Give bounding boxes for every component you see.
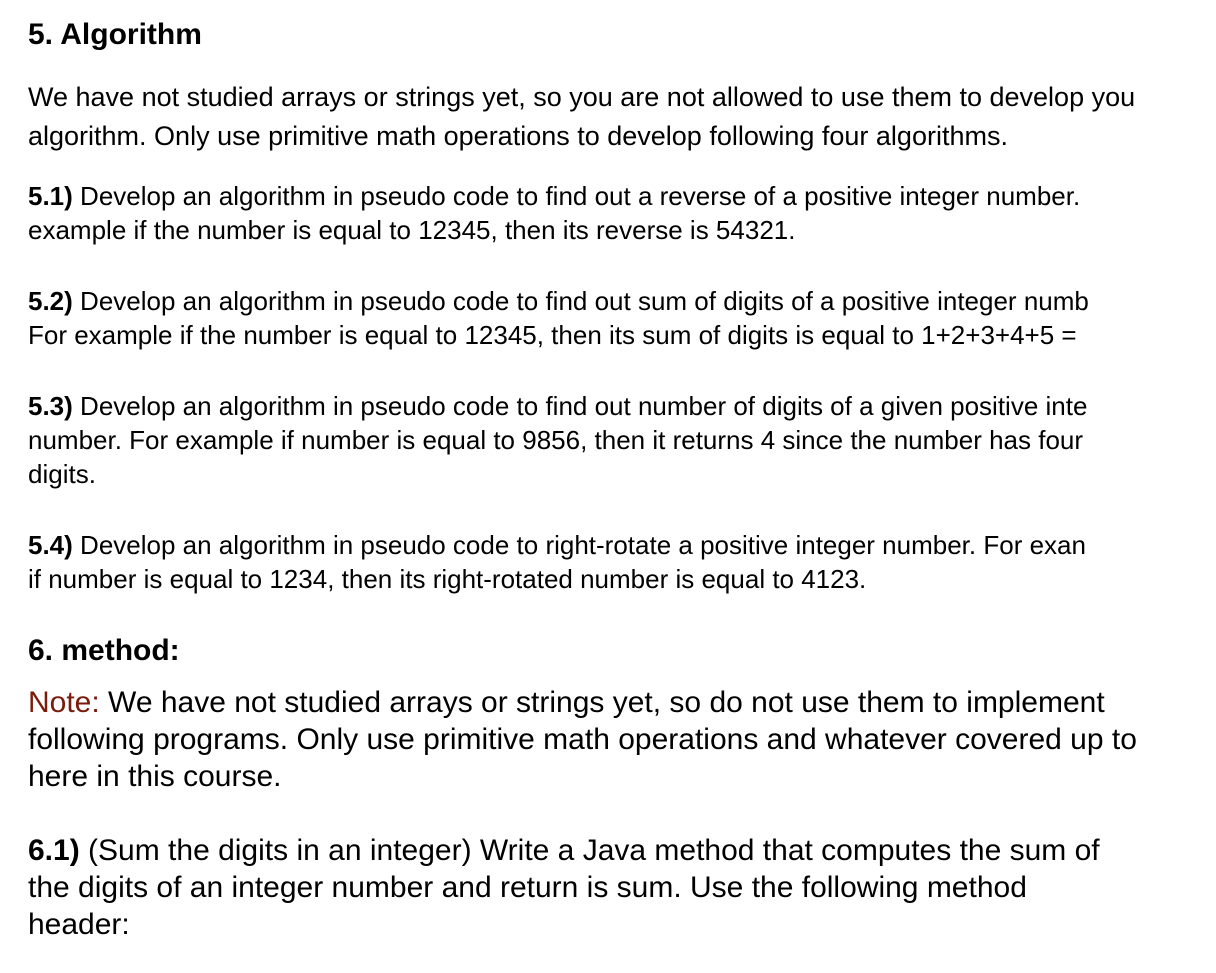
list-item xyxy=(28,391,1087,422)
note-text: We have not studied arrays or strings yet, so do not use them to implement xyxy=(99,686,1105,719)
document-page xyxy=(28,0,1216,973)
item-text: Develop an algorithm in pseudo code to find out sum of digits of a positive integer numb xyxy=(72,286,1089,316)
item-text-line: header: xyxy=(28,908,130,941)
item-text-line: the digits of an integer number and return is sum. Use the following method xyxy=(28,871,1027,904)
section-heading: 5. Algorithm xyxy=(28,18,202,51)
item-label: 5.1) xyxy=(28,181,73,211)
item-text-line: For example if the number is equal to 12345, then its sum of digits is equal to 1+2+3+4+5 = xyxy=(28,320,1077,350)
item-label: 5.2) xyxy=(28,286,73,316)
item-text: (Sum the digits in an integer) Write a Java method that computes the sum of xyxy=(79,834,1100,867)
paragraph-line: algorithm. Only use primitive math operations to develop following four algorithms. xyxy=(28,121,1008,151)
item-text-line: digits. xyxy=(28,459,96,489)
list-item xyxy=(28,181,1080,212)
list-item xyxy=(28,530,1086,561)
item-text: Develop an algorithm in pseudo code to right-rotate a positive integer number. For exan xyxy=(72,530,1086,560)
item-text: Develop an algorithm in pseudo code to find out a reverse of a positive integer number. xyxy=(72,181,1081,211)
item-label: 5.4) xyxy=(28,530,73,560)
note-text-line: here in this course. xyxy=(28,760,282,793)
note-paragraph xyxy=(28,686,1105,720)
item-text: Develop an algorithm in pseudo code to find out number of digits of a given positive inte xyxy=(72,391,1088,421)
item-text-line: example if the number is equal to 12345, then its reverse is 54321. xyxy=(28,215,796,245)
item-text-line: if number is equal to 1234, then its right-rotated number is equal to 4123. xyxy=(28,564,867,594)
item-label: 5.3) xyxy=(28,391,73,421)
note-label: Note: xyxy=(28,686,100,719)
paragraph-line: We have not studied arrays or strings yet, so you are not allowed to use them to develop you xyxy=(28,82,1136,112)
item-label: 6.1) xyxy=(28,834,80,867)
item-text-line: number. For example if number is equal to 9856, then it returns 4 since the number has four xyxy=(28,425,1084,455)
section-heading: 6. method: xyxy=(28,634,180,667)
note-text-line: following programs. Only use primitive math operations and whatever covered up to xyxy=(28,723,1137,756)
list-item xyxy=(28,834,1100,868)
list-item xyxy=(28,286,1089,317)
